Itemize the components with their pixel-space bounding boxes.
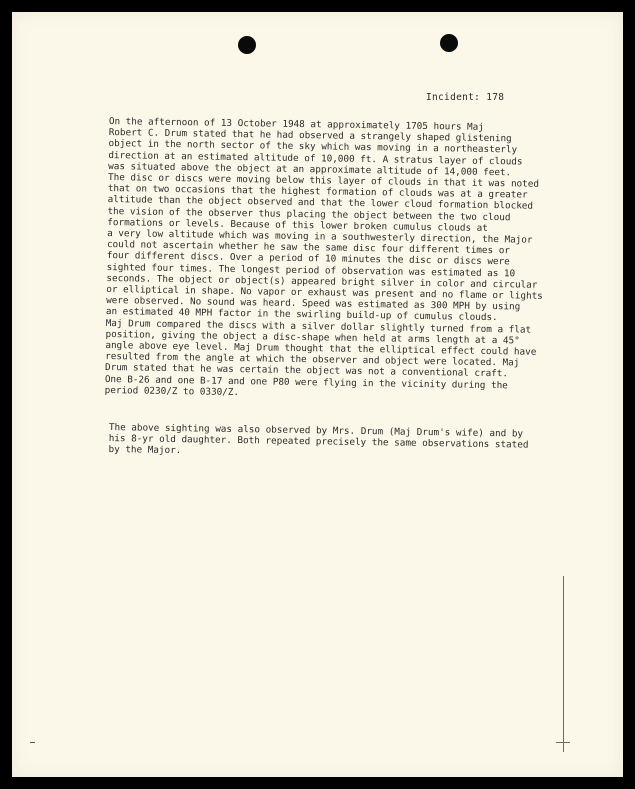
incident-number: Incident: 178 (426, 92, 505, 103)
punch-hole-right (440, 34, 458, 52)
report-paragraph-2: The above sighting was also observed by Mrs. Drum (Maj Drum's wife) and by his 8-yr old daughter. Both repeated precisely the same observations stated by the Major. (108, 422, 529, 457)
punch-hole-left (238, 36, 256, 54)
margin-rule (563, 576, 564, 752)
report-paragraph-1: On the afternoon of 13 October 1948 at approximately 1705 hours Maj Robert C. Drum stated that he had observed a strangely shaped glistening object in the north sector of the sky which was moving in a northeasterly direction at an estimated altitude of 10,000 ft. A stratus layer of clouds was situated above the object at an approximate altitude of 14,000 feet. The disc or discs were moving below this layer of clouds in that it was noted that on two occasions that the highest formation of clouds was at a greater altitude than the object observed and that the lower cloud formation blocked the vision of the observer thus placing the object between the two cloud formations or levels. Because of this lower broken cumulus clouds at a very low altitude which was moving in a southwesterly direction, the Major could not ascertain whether he saw the same disc four different times or four different discs. Over a period of 10 minutes the disc or discs were sighted four times. The longest period of observation was estimated as 10 seconds. The object or object(s) appeared bright silver in color and circular or elliptical in shape. No vapor or exhaust was present and no flame or lights were observed. No sound was heard. Speed was estimated as 300 MPH by using an estimated 40 MPH factor in the swirling build-up of cumulus clouds. Maj Drum compared the discs with a silver dollar slightly turned from a flat position, giving the object a disc-shape when held at arms length at a 45° angle above eye level. Maj Drum thought that the elliptical effect could have resulted from the angle at which the observer and object were located. Maj Drum stated that he was certain the object was not a conventional craft. One B-26 and one B-17 and one P80 were flying in the vicinity during the period 0230/Z to 0330/Z. (104, 116, 543, 398)
edge-mark (30, 742, 35, 743)
margin-tick (556, 742, 570, 743)
document-page (12, 12, 623, 777)
